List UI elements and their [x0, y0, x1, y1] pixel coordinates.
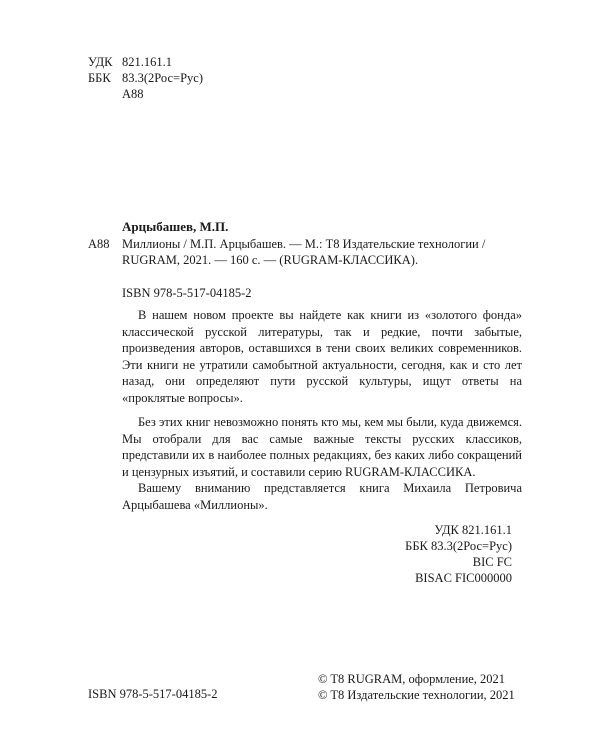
- bbk-row: [88, 70, 203, 86]
- udk-label: УДК: [88, 55, 113, 69]
- cutter-value: А88: [122, 87, 144, 101]
- bbk-value: 83.3(2Рос=Рус): [122, 71, 203, 85]
- annotation: [122, 307, 522, 513]
- top-classification-block: [88, 54, 203, 102]
- annotation-paragraph-1: В нашем новом проекте вы найдете как книги из «золотого фонда» классической русской литературы, так и редкие, почти забытые, произведения авторов, оставшихся в тени своих великих современников. Эти книги не утратили самобытной актуальности, сегодня, как и сто лет назад, они определяют пути русской культуры, ищут ответы на «проклятые вопросы».: [122, 308, 522, 405]
- bbk-label: ББК: [88, 71, 111, 85]
- bottom-classification-block: [360, 522, 512, 586]
- isbn-footer: ISBN 978-5-517-04185-2: [88, 687, 218, 701]
- annotation-paragraph-3: Вашему вниманию представляется книга Михаила Петровича Арцыбашева «Миллионы».: [122, 481, 522, 512]
- bottom-bisac: BISAC FIC000000: [415, 571, 512, 585]
- udk-row: [88, 54, 203, 70]
- isbn-record: ISBN 978-5-517-04185-2: [122, 286, 252, 300]
- bibliographic-description: Миллионы / М.П. Арцыбашев. — М.: T8 Издательские технологии / RUGRAM, 2021. — 160 с. — (RUGRAM-КЛАССИКА).: [122, 237, 486, 267]
- author-heading: Арцыбашев, М.П.: [122, 219, 229, 234]
- copyright-block: [318, 671, 515, 703]
- udk-value: 821.161.1: [122, 55, 172, 69]
- cutter-row: [88, 86, 203, 102]
- annotation-paragraph-2: Без этих книг невозможно понять кто мы, кем мы были, куда движемся. Мы отобрали для вас самые важные тексты русских классиков, представили их в наиболее полных редакциях, без каких либо сокращений и цензурных изъятий, и составили серию RUGRAM-КЛАССИКА.: [122, 415, 522, 479]
- record-cutter: А88: [88, 237, 110, 251]
- copyright-line-2: © T8 Издательские технологии, 2021: [318, 688, 515, 702]
- bottom-bbk: ББК 83.3(2Рос=Рус): [405, 539, 512, 553]
- bottom-udk: УДК 821.161.1: [434, 523, 512, 537]
- copyright-line-1: © T8 RUGRAM, оформление, 2021: [318, 672, 506, 686]
- bottom-bic: BIC FC: [472, 555, 512, 569]
